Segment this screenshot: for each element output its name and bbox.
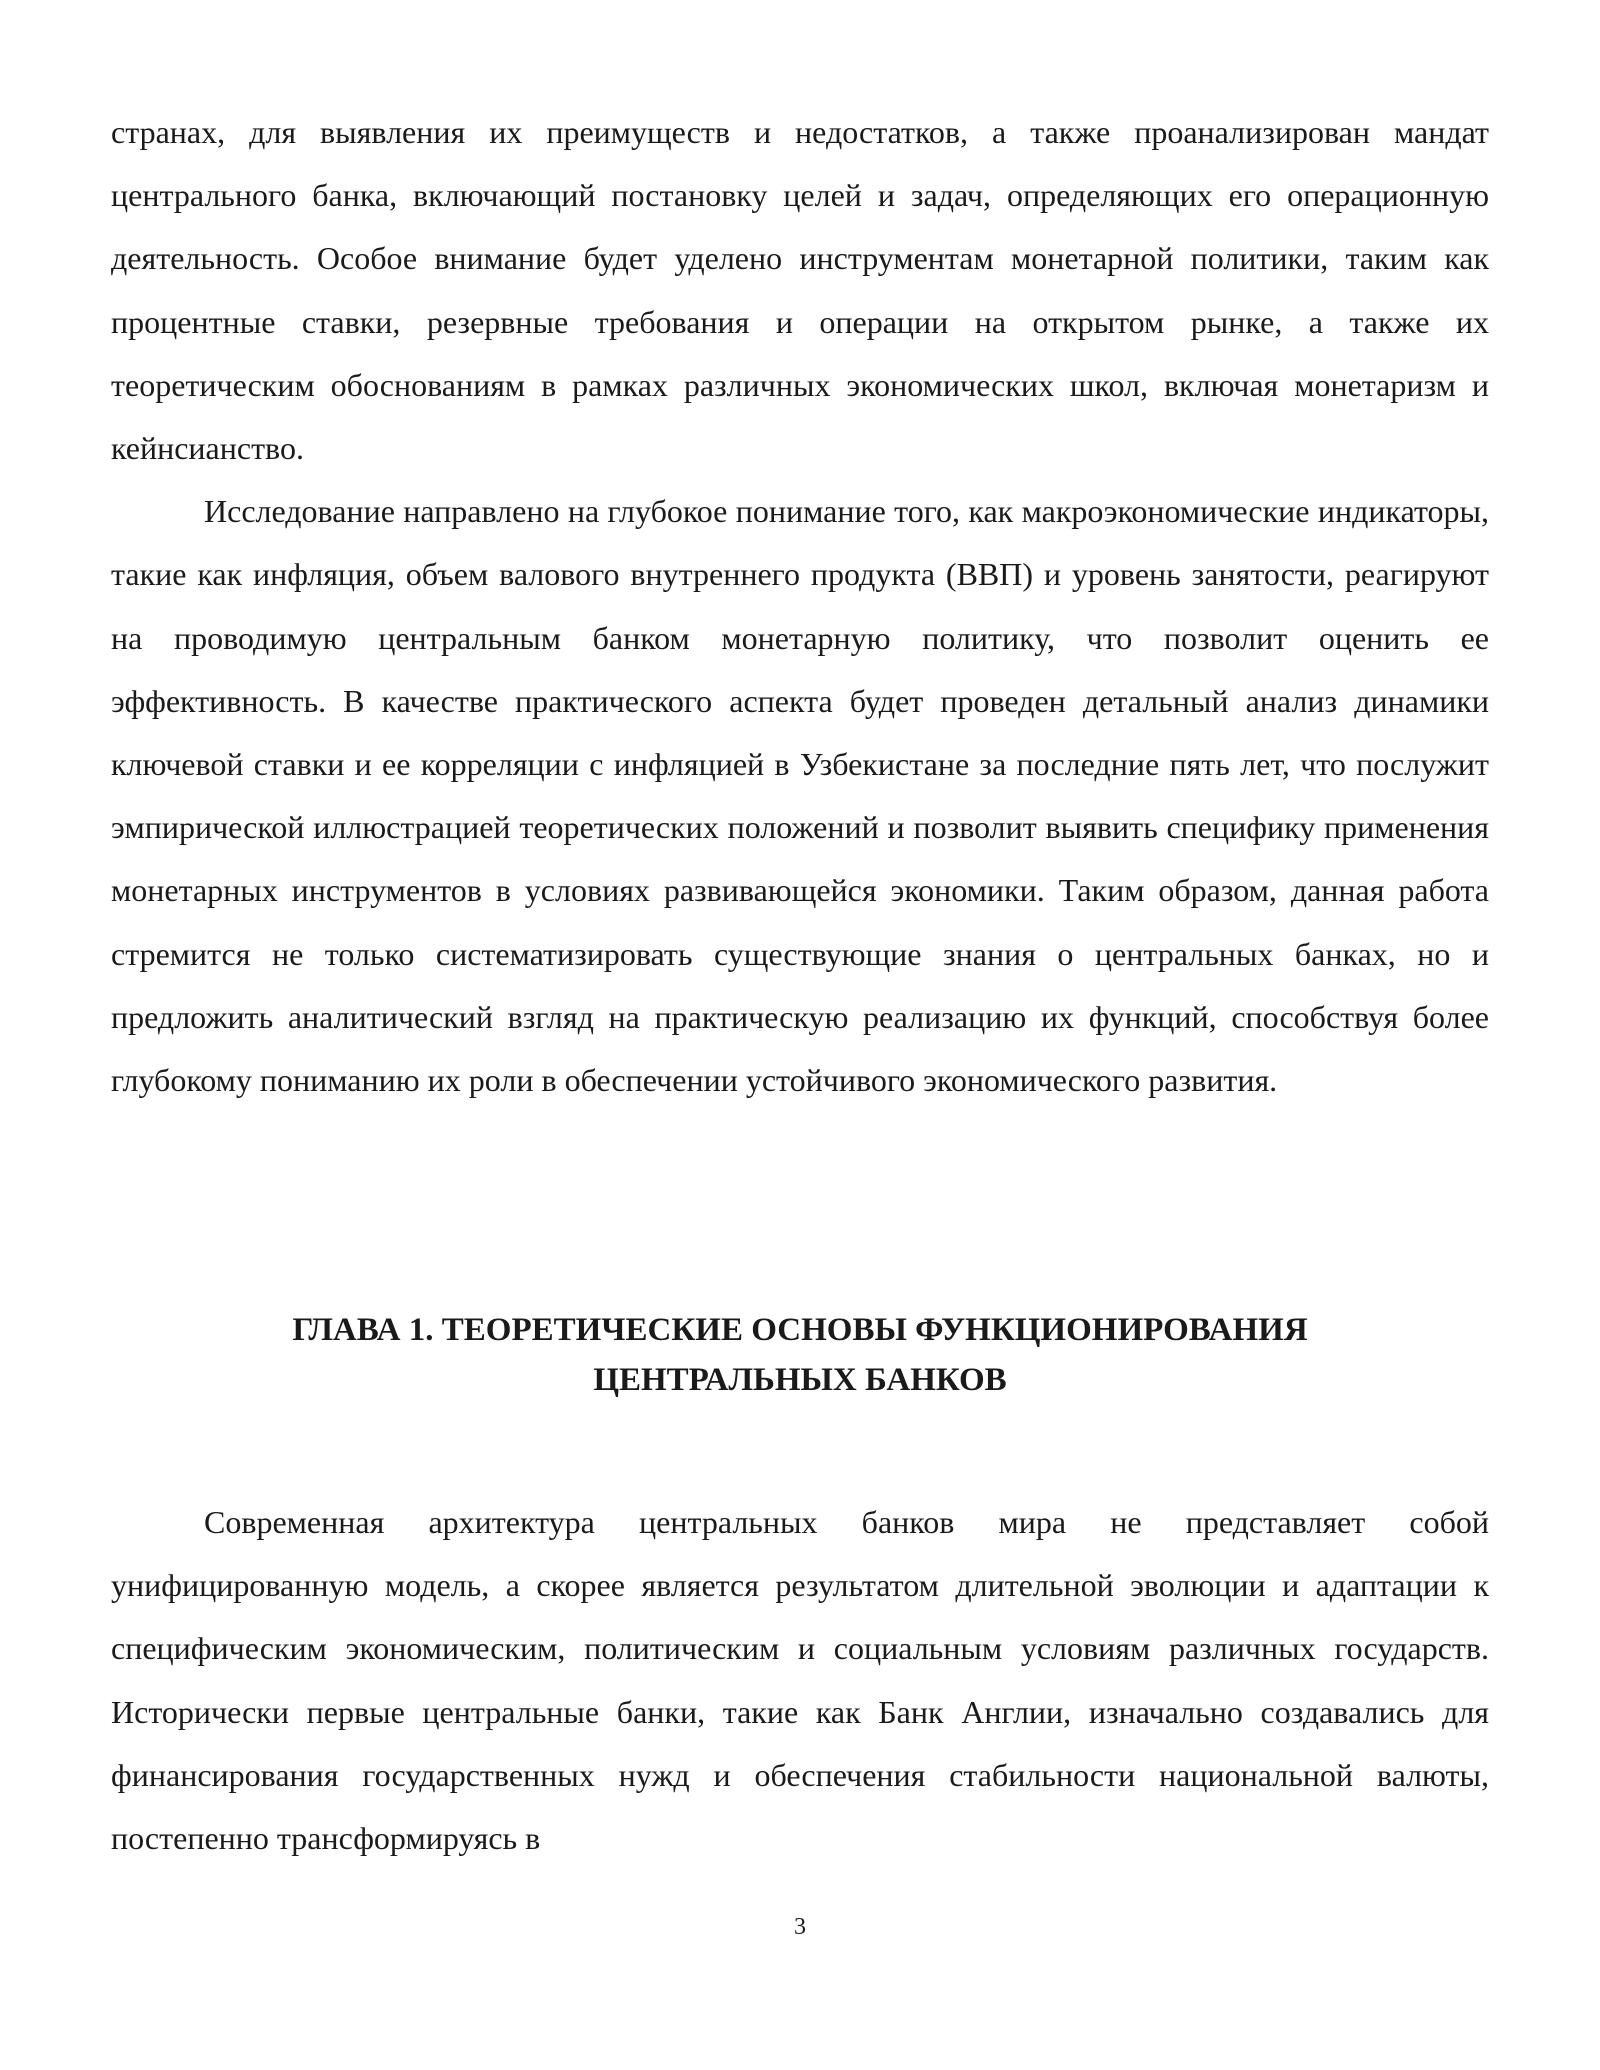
chapter-heading-line-1: ГЛАВА 1. ТЕОРЕТИЧЕСКИЕ ОСНОВЫ ФУНКЦИОНИРОВАНИЯ	[292, 1312, 1308, 1348]
chapter-heading	[111, 1305, 1489, 1405]
chapter-heading-line-2: ЦЕНТРАЛЬНЫХ БАНКОВ	[593, 1362, 1007, 1398]
body-text-bottom	[111, 1491, 1489, 1870]
body-text-top	[111, 101, 1489, 1112]
page-number: 3	[794, 1914, 806, 1940]
paragraph-architecture: Современная архитектура центральных банков мира не представляет собой унифицированную модель, а скорее является результатом длительной эволюции и адаптации к специфическим экономическим, политическим и социальным условиям различных государств. Исторически первые центральные банки, такие как Банк Англии, изначально создавались для финансирования государственных нужд и обеспечения стабильности национальной валюты, постепенно трансформируясь в	[111, 1504, 1489, 1857]
paragraph-continuation: странах, для выявления их преимуществ и недостатков, а также проанализирован мандат центрального банка, включающий постановку целей и задач, определяющих его операционную деятельность. Особое внимание будет уделено инструментам монетарной политики, таким как процентные ставки, резервные требования и операции на открытом рынке, а также их теоретическим обоснованиям в рамках различных экономических школ, включая монетаризм и кейнсианство.	[111, 114, 1489, 467]
paragraph-research: Исследование направлено на глубокое понимание того, как макроэкономические индикаторы, такие как инфляция, объем валового внутреннего продукта (ВВП) и уровень занятости, реагируют на проводимую центральным банком монетарную политику, что позволит оценить ее эффективность. В качестве практического аспекта будет проведен детальный анализ динамики ключевой ставки и ее корреляции с инфляцией в Узбекистане за последние пять лет, что послужит эмпирической иллюстрацией теоретических положений и позволит выявить специфику применения монетарных инструментов в условиях развивающейся экономики. Таким образом, данная работа стремится не только систематизировать существующие знания о центральных банках, но и предложить аналитический взгляд на практическую реализацию их функций, способствуя более глубокому пониманию их роли в обеспечении устойчивого экономического развития.	[111, 493, 1489, 1099]
